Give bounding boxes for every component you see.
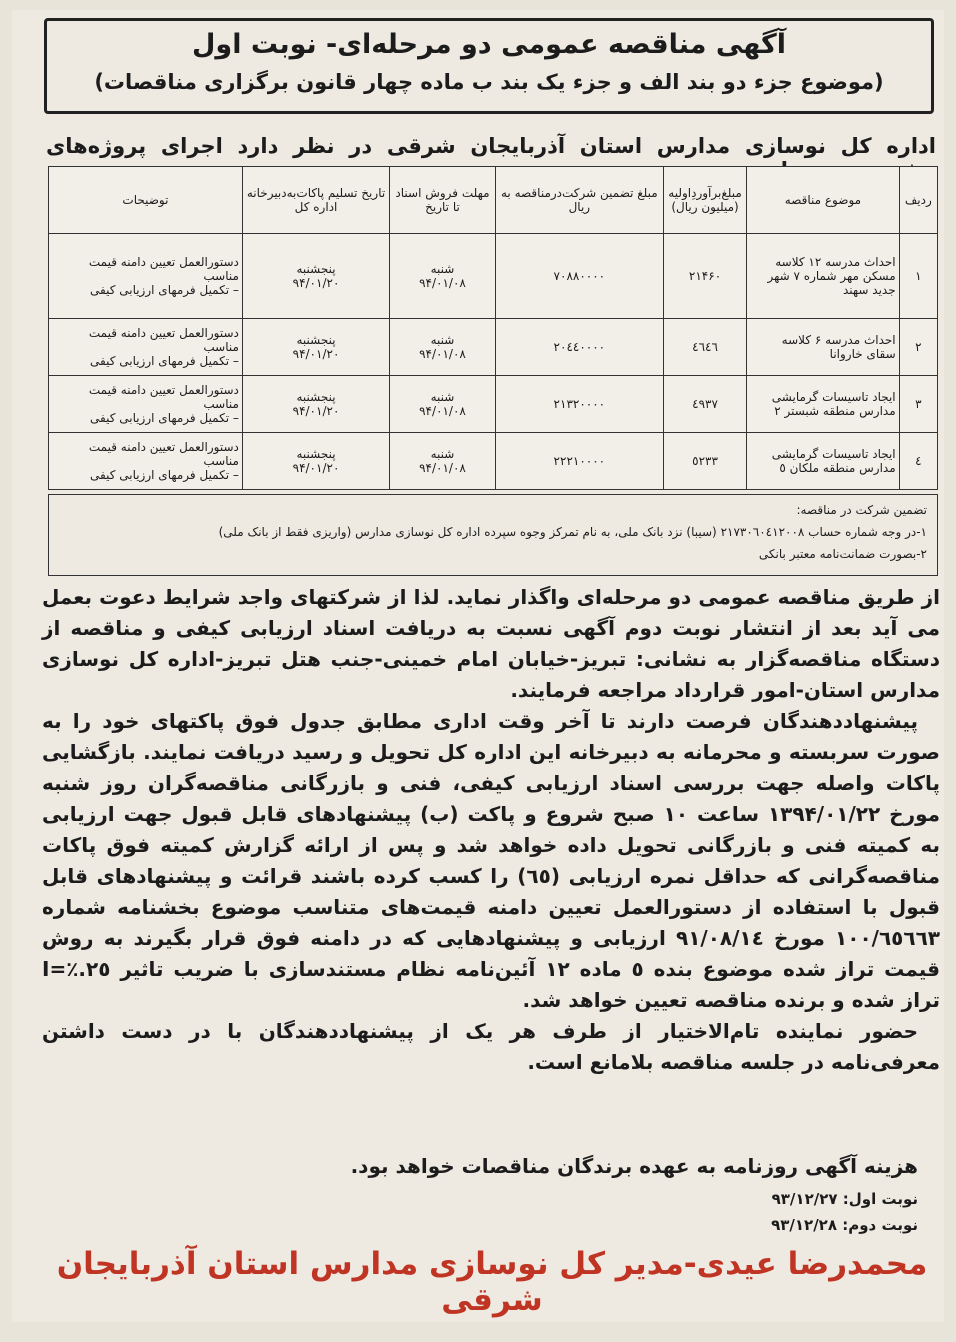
table-header-row [49,167,938,234]
desc-line-2: – تکمیل فرمهای ارزیابی کیفی [90,468,239,482]
body-paragraph-1: از طریق مناقصه عمومی دو مرحله‌ای واگذار نماید. لذا از شرکتهای واجد شرایط دعوت بعمل می آید بعد از انتشار نوبت دوم آگهی نسبت به دریافت اسناد ارزیابی کیفی و مناقصه از دستگاه مناقصه‌گزار به نشانی: تبریز-خیابان امام خمینی-جنب هتل تبریز-اداره کل نوسازی مدارس استان-امور قرارداد مراجعه فرمایند. [42,585,940,702]
cell-description [49,433,243,490]
cell-delivery-date [242,234,389,319]
cell-delivery-date [242,433,389,490]
cell-subject: احداث مدرسه ۱۲ کلاسه مسکن مهر شماره ۷ شهر جدید سهند [747,234,899,319]
cell-subject: احداث مدرسه ۶ کلاسه سقای خاروانا [747,319,899,376]
table-row [49,234,938,319]
signature-line: محمدرضا عیدی-مدیر کل نوسازی مدارس استان آذربایجان شرقی [56,1246,928,1318]
body-paragraph-3: حضور نماینده تام‌الاختیار از طرف هر یک از پیشنهاددهندگان با در دست داشتن معرفی‌نامه در جلسه مناقصه بلامانع است. [42,1019,940,1074]
desc-line-1: دستورالعمل تعیین دامنه قیمت مناسب [88,383,239,411]
header-radif: ردیف [899,167,937,234]
cell-estimate: ۲۱۴۶۰ [663,234,746,319]
delivery-date: ۹۴/۰۱/۲۰ [292,347,340,361]
cell-doc-deadline [390,376,496,433]
cell-subject: ایجاد تاسیسات گرمایشی مدارس منطقه شبستر ۲ [747,376,899,433]
table-row [49,319,938,376]
desc-line-1: دستورالعمل تعیین دامنه قیمت مناسب [88,255,239,283]
delivery-day: پنجشنبه [296,333,336,347]
cell-description [49,319,243,376]
cell-radif: ۳ [899,376,937,433]
notice-body [42,582,940,1078]
first-publication-date: نوبت اول: ۹۳/۱۲/۲۷ [771,1190,918,1208]
cell-estimate: ٤٦٤٦ [663,319,746,376]
projects-table [48,166,938,490]
doc-day: شنبه [430,262,455,276]
desc-line-1: دستورالعمل تعیین دامنه قیمت مناسب [88,326,239,354]
doc-day: شنبه [430,447,455,461]
cell-guarantee: ۲۰٤٤۰۰۰۰ [495,319,663,376]
notice-subtitle: (موضوع جزء دو بند الف و جزء یک بند ب ماده چهار قانون برگزاری مناقصات) [94,70,884,94]
doc-date: ۹۴/۰۱/۰۸ [419,347,466,361]
intro-text: اداره کل نوسازی مدارس استان آذربایجان شرقی در نظر دارد اجرای پروژه‌های [46,134,936,158]
delivery-date: ۹۴/۰۱/۲۰ [292,404,340,418]
desc-line-2: – تکمیل فرمهای ارزیابی کیفی [90,354,239,368]
desc-line-2: – تکمیل فرمهای ارزیابی کیفی [90,411,239,425]
cell-guarantee: ۷۰۸۸۰۰۰۰ [495,234,663,319]
cell-estimate: ٥۲۳۳ [663,433,746,490]
advertising-cost-note: هزینه آگهی روزنامه به عهده برندگان مناقصات خواهد بود. [350,1154,918,1178]
delivery-day: پنجشنبه [296,262,336,276]
doc-date: ۹۴/۰۱/۰۸ [419,404,466,418]
desc-line-2: – تکمیل فرمهای ارزیابی کیفی [90,283,239,297]
cell-radif: ٤ [899,433,937,490]
cell-description [49,376,243,433]
table-row [49,433,938,490]
doc-day: شنبه [430,390,455,404]
cell-subject: ایجاد تاسیسات گرمایشی مدارس منطقه ملکان ٥ [747,433,899,490]
cell-radif: ۱ [899,234,937,319]
desc-line-1: دستورالعمل تعیین دامنه قیمت مناسب [88,440,239,468]
cell-guarantee: ۲۲۲۱۰۰۰۰ [495,433,663,490]
tender-notice-page [12,10,944,1322]
header-estimate: مبلغ‌برآوردِاولیه (میلیون ریال) [663,167,746,234]
cell-guarantee: ۲۱۳۲۰۰۰۰ [495,376,663,433]
guarantee-note-2: ۲-بصورت ضمانت‌نامه معتبر بانکی [758,547,927,561]
delivery-date: ۹۴/۰۱/۲۰ [292,276,340,290]
second-publication-date: نوبت دوم: ۹۳/۱۲/۲۸ [771,1216,918,1234]
cell-description [49,234,243,319]
header-box [44,18,934,114]
cell-doc-deadline [390,234,496,319]
body-paragraph-2: پیشنهاددهندگان فرصت دارند تا آخر وقت اداری مطابق جدول فوق پاکتهای خود را به صورت سربسته و محرمانه به دبیرخانه این اداره کل تحویل و رسید دریافت نمایند. بازگشایی پاکات واصله جهت بررسی اسناد ارزیابی کیفی، فنی و بازرگانی مناقصه‌گران روز شنبه مورخ ۱۳۹۴/۰۱/۲۲ ساعت ۱۰ صبح شروع و پاکت (ب) پیشنهادهای قابل قبول جهت ارزیابی به کمیته فنی و بازرگانی تحویل داده خواهد شد و پس از ارائه گزارش کمیته فوق پاکات مناقصه‌گرانی که حداقل نمره ارزیابی (٦٥) را کسب کرده باشند قرائت و پیشنهادهای قابل قبول با استفاده از دستورالعمل تعیین دامنه قیمت‌های متناسب موضوع بخشنامه شماره ۱۰۰/٦٥٦٦۳ مورخ ۹۱/۰۸/۱٤ ارزیابی و پیشنهادهایی که در دامنه فوق قرار بگیرند به روش قیمت تراز شده موضوع بنده ٥ ماده ۱۲ آئین‌نامه نظام مستندسازی با ضریب تاثیر ۲٥.٪=I تراز شده و برنده مناقصه تعیین خواهد شد. [42,709,941,1012]
cell-delivery-date [242,376,389,433]
delivery-date: ۹۴/۰۱/۲۰ [292,461,340,475]
header-description: توضیحات [49,167,243,234]
guarantee-notes [48,494,938,576]
cell-radif: ۲ [899,319,937,376]
guarantee-notes-title: تضمین شرکت در مناقصه: [796,503,927,517]
doc-date: ۹۴/۰۱/۰۸ [419,276,466,290]
header-subject: موضوع مناقصه [747,167,899,234]
notice-title: آگهی مناقصه عمومی دو مرحله‌ای- نوبت اول [192,29,786,60]
header-guarantee: مبلغ تضمین شرکت‌درمناقصه به ریال [495,167,663,234]
table-row [49,376,938,433]
cell-doc-deadline [390,433,496,490]
header-doc-deadline: مهلت فروش اسناد تا تاریخ [390,167,496,234]
doc-date: ۹۴/۰۱/۰۸ [419,461,466,475]
header-delivery-date: تاریخ تسلیم پاکات‌به‌دبیرخانه اداره کل [242,167,389,234]
delivery-day: پنجشنبه [296,390,336,404]
cell-delivery-date [242,319,389,376]
cell-doc-deadline [390,319,496,376]
guarantee-note-1: ۱-در وجه شماره حساب ۲۱۷۳۰٦۰٤۱۲۰۰۸ (سیبا) نزد بانک ملی، به نام تمرکز وجوه سپرده اداره کل نوسازی مدارس (واریزی فقط از بانک ملی) [218,525,927,539]
delivery-day: پنجشنبه [296,447,336,461]
doc-day: شنبه [430,333,455,347]
cell-estimate: ٤۹۳۷ [663,376,746,433]
